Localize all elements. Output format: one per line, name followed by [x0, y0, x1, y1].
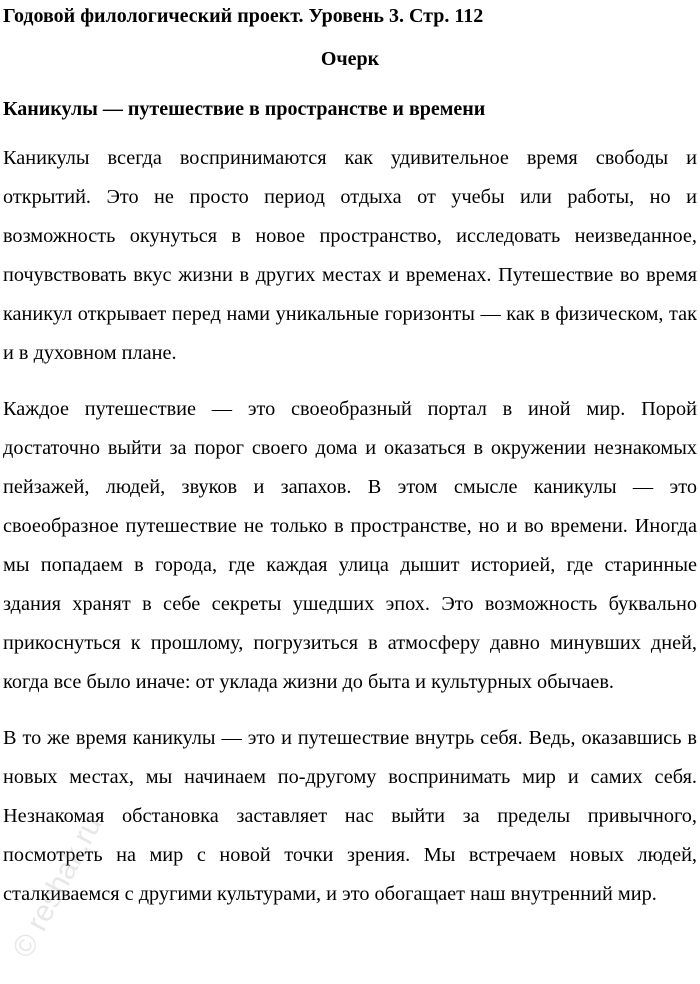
page-title: Годовой филологический проект. Уровень 3. Стр. 112	[3, 5, 484, 27]
essay-heading: Каникулы — путешествие в пространстве и времени	[3, 98, 486, 120]
paragraph: В то же время каникулы — это и путешествие внутрь себя. Ведь, оказавшись в новых местах, мы начинаем по-другому воспринимать мир и самих себя. Незнакомая обстановка заставляет нас выйти за пределы привычного, посмотреть на мир с новой точки зрения. Мы встречаем новых людей, сталкиваемся с другими культурами, и это обогащает наш внутренний мир.	[3, 727, 697, 905]
paragraph: Каникулы всегда воспринимаются как удивительное время свободы и открытий. Это не просто период отдыха от учебы или работы, но и возможность окунуться в новое пространство, исследовать неизведанное, почувствовать вкус жизни в других местах и временах. Путешествие во время каникул открывает перед нами уникальные горизонты — как в физическом, так и в духовном плане.	[3, 147, 697, 364]
paragraph: Каждое путешествие — это своеобразный портал в иной мир. Порой достаточно выйти за порог своего дома и оказаться в окружении незнакомых пейзажей, людей, звуков и запахов. В этом смысле каникулы — это своеобразное путешествие не только в пространстве, но и во времени. Иногда мы попадаем в города, где каждая улица дышит историей, где старинные здания хранят в себе секреты ушедших эпох. Это возможность буквально прикоснуться к прошлому, погрузиться в атмосферу давно минувших дней, когда все было иначе: от уклада жизни до быта и культурных обычаев.	[3, 398, 697, 693]
essay-body	[3, 139, 697, 931]
genre-label: Очерк	[320, 48, 380, 70]
watermark: © reshak.ru	[6, 810, 109, 964]
